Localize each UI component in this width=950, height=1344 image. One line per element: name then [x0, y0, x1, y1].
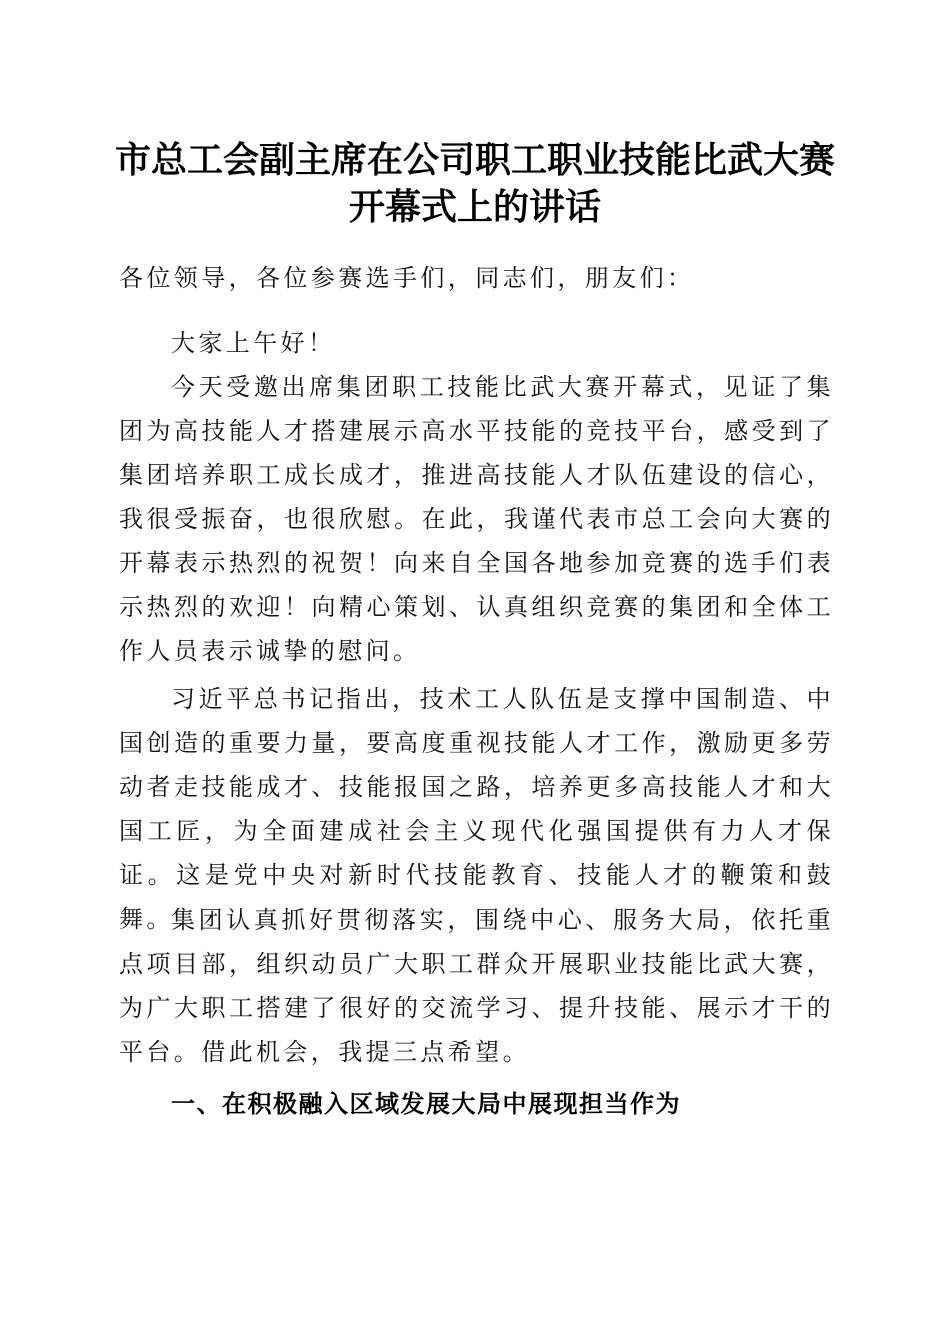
paragraph-2-text: 习近平总书记指出，技术工人队伍是支撑中国制造、中国创造的重要力量，要高度重视技能人才工作，激励更多劳动者走技能成才、技能报国之路，培养更多高技能人才和大国工匠，为全面建成社会主义现代化强国提供有力人才保证。这是党中央对新时代技能教育、技能人才的鞭策和鼓舞。 — [119, 685, 834, 933]
salutation — [119, 256, 834, 300]
paragraph-1 — [119, 365, 834, 673]
paragraph-3 — [119, 898, 834, 1074]
document-title-line-2: 开幕式上的讲话 — [348, 186, 601, 228]
document-title-line-1: 市总工会副主席在公司职工职业技能比武大赛 — [114, 139, 835, 181]
greeting-text: 大家上午好！ — [171, 329, 336, 357]
greeting — [119, 321, 834, 365]
paragraph-1-text: 今天受邀出席集团职工技能比武大赛开幕式，见证了集团为高技能人才搭建展示高水平技能的竞技平台，感受到了集团培养职工成长成才，推进高技能人才队伍建设的信心，我很受振奋，也很欣慰。在此，我谨代表市总工会向大赛的开幕表示热烈的祝贺！向来自全国各地参加竞赛的选手们表示热烈的欢迎！向精心策划、认真组织竞赛的集团和全体工作人员表示诚挚的慰问。 — [119, 373, 834, 665]
salutation-text: 各位领导，各位参赛选手们，同志们，朋友们： — [119, 264, 695, 292]
paragraph-3-text: 集团认真抓好贯彻落实，围绕中心、服务大局，依托重点项目部，组织动员广大职工群众开展职业技能比武大赛，为广大职工搭建了很好的交流学习、提升技能、展示才干的平台。借此机会，我提三点希望。 — [119, 906, 834, 1066]
section-heading-1: 一、在积极融入区域发展大局中展现担当作为 — [171, 1090, 681, 1118]
